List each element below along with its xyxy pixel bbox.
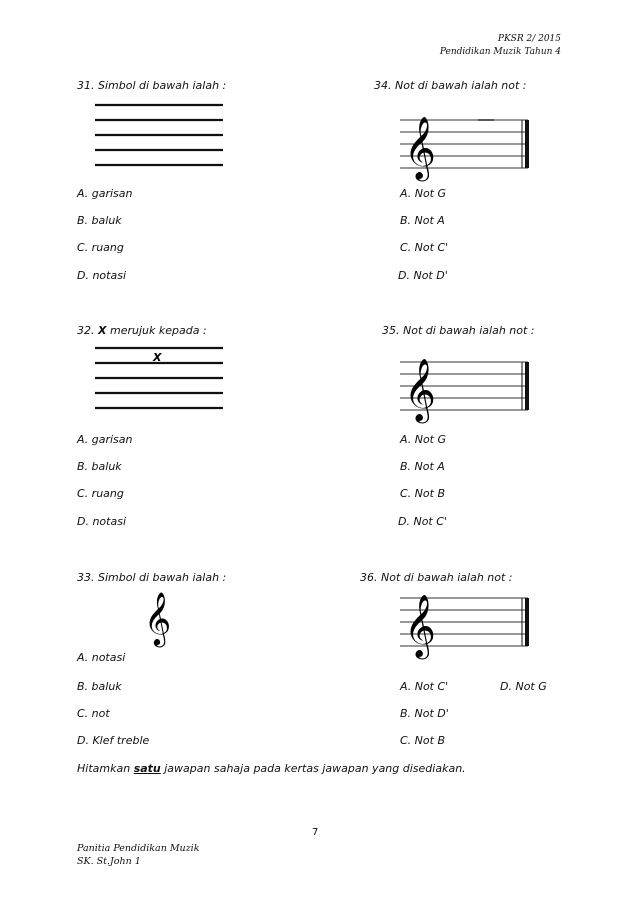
q36-option-d[interactable]: D. Not G — [500, 680, 547, 693]
q36-option-a[interactable]: A. Not C' — [400, 680, 449, 693]
instruction-keyword: satu — [133, 762, 161, 775]
instruction-pre: Hitamkan — [77, 762, 134, 775]
q34-staff-image — [400, 100, 540, 180]
header-subject: Pendidikan Muzik Tahun 4 — [439, 47, 561, 57]
q35-option-a[interactable]: A. Not G — [400, 433, 447, 446]
q36-option-c[interactable]: C. Not B — [400, 734, 445, 747]
q32-title-rest: merujuk kepada : — [109, 324, 207, 337]
q32-staff-image — [95, 346, 225, 412]
q31-option-b[interactable]: B. baluk — [77, 214, 122, 227]
q33-option-c[interactable]: C. not — [77, 707, 110, 720]
treble-clef-icon: 𝄞 — [404, 116, 436, 179]
footer-panel: Panitia Pendidikan Muzik — [77, 843, 200, 854]
q35-title: 35. Not di bawah ialah not : — [382, 324, 535, 337]
header-school-code: PKSR 2/ 2015 — [497, 34, 561, 44]
q32-option-b[interactable]: B. baluk — [77, 460, 122, 473]
q34-option-a[interactable]: A. Not G — [400, 187, 447, 200]
q32-title — [77, 324, 207, 337]
instruction-post: jawapan sahaja pada kertas jawapan yang disediakan. — [160, 762, 466, 775]
q33-title: 33. Simbol di bawah ialah : — [77, 571, 227, 584]
q32-x-label: X — [98, 324, 107, 337]
q34-option-c[interactable]: C. Not C' — [400, 241, 449, 254]
q33-option-a[interactable]: A. notasi — [77, 651, 126, 664]
q31-staff-image — [95, 103, 225, 169]
q35-option-b[interactable]: B. Not A — [400, 460, 445, 473]
q32-option-d[interactable]: D. notasi — [77, 515, 127, 528]
q31-option-a[interactable]: A. garisan — [77, 187, 133, 200]
q31-title: 31. Simbol di bawah ialah : — [77, 79, 227, 92]
q32-staff-mark: X — [153, 351, 162, 364]
q34-option-d[interactable]: D. Not D' — [398, 269, 448, 282]
q33-option-b[interactable]: B. baluk — [77, 680, 122, 693]
q33-clef-image — [140, 588, 190, 645]
q31-option-c[interactable]: C. ruang — [77, 241, 124, 254]
q33-option-d[interactable]: D. Klef treble — [77, 734, 150, 747]
q35-option-c[interactable]: C. Not B — [400, 487, 445, 500]
q31-option-d[interactable]: D. notasi — [77, 269, 127, 282]
treble-clef-icon: 𝄞 — [144, 591, 172, 645]
q34-option-b[interactable]: B. Not A — [400, 214, 445, 227]
q32-option-a[interactable]: A. garisan — [77, 433, 133, 446]
answer-instruction — [77, 762, 466, 775]
treble-clef-icon: 𝄞 — [404, 594, 436, 657]
q36-staff-image — [400, 584, 540, 664]
q36-title: 36. Not di bawah ialah not : — [360, 571, 513, 584]
q32-number: 32. — [77, 324, 95, 337]
footer-school: SK. St.John 1 — [77, 856, 141, 867]
q35-staff-image — [400, 342, 540, 422]
q32-option-c[interactable]: C. ruang — [77, 487, 124, 500]
q34-title: 34. Not di bawah ialah not : — [374, 79, 527, 92]
q36-option-b[interactable]: B. Not D' — [400, 707, 449, 720]
q35-option-d[interactable]: D. Not C' — [398, 515, 447, 528]
page-number: 7 — [312, 827, 319, 838]
treble-clef-icon: 𝄞 — [404, 358, 436, 421]
